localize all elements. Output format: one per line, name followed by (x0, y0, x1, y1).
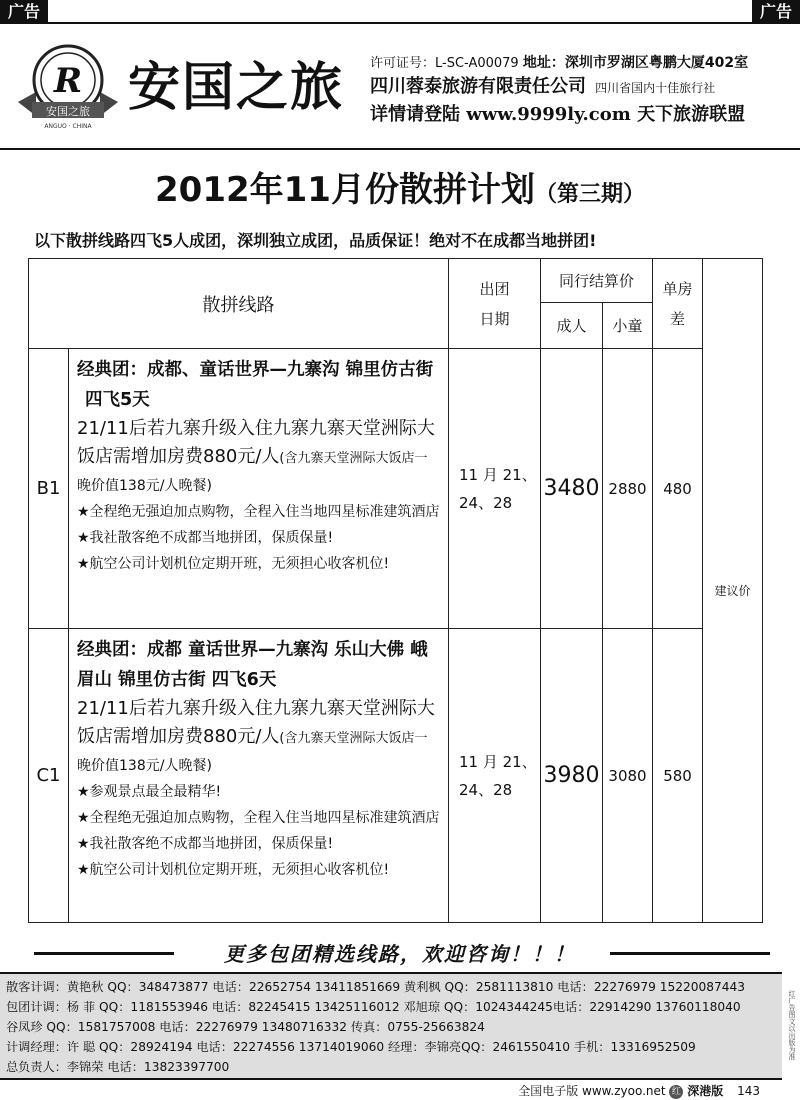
route-code: B1 (29, 349, 69, 629)
company-name: 四川蓉泰旅游有限责任公司 (370, 76, 586, 97)
header-child: 小童 (603, 303, 653, 349)
upgrade-fee-note: (含九寨天堂洲际大饭店一 (279, 731, 428, 746)
route-description (69, 629, 449, 923)
route-description (69, 349, 449, 629)
route-code: C1 (29, 629, 69, 923)
route-upgrade-line: 21/11后若九寨升级入住九寨九寨天堂洲际大 (77, 418, 435, 439)
suggested-price-cell: 建议价 (703, 259, 763, 923)
departure-dates-line2: 24、28 (459, 780, 513, 799)
company-logo (14, 42, 122, 130)
header-adult: 成人 (541, 303, 603, 349)
route-title: 经典团：成都、童话世界—九寨沟 锦里仿古街 (77, 360, 434, 380)
header-single-line1: 单房 (662, 279, 693, 298)
contact-row: 计调经理：许 聪 QQ：28924194 电话：22274556 13714019060 经理：李锦亮QQ：2461550410 手机：13316952509 (6, 1040, 696, 1054)
departure-dates-line1: 11 月 21、 (459, 465, 537, 484)
title-period: （第三期） (534, 182, 645, 207)
single-room-supplement: 480 (653, 349, 703, 629)
route-title-cont: 眉山 锦里仿古街 四飞6天 (77, 670, 277, 690)
company-tagline: 四川省国内十佳旅行社 (595, 81, 716, 95)
footer-edition: 深港版 (687, 1084, 724, 1098)
logo-sub: ANGUO · CHINA (44, 123, 92, 130)
header-single (653, 259, 703, 349)
route-note: ★航空公司计划机位定期开班，无须担心收客机位! (77, 556, 390, 572)
office-address: 地址：深圳市罗湖区粤鹏大厦402室 (522, 55, 749, 71)
more-routes-text: 更多包团精选线路，欢迎咨询！！！ (224, 942, 576, 966)
page-title (0, 168, 800, 217)
header-single-line2: 差 (670, 309, 686, 328)
ad-label-left: 广告 (0, 0, 48, 24)
license-number: 许可证号：L-SC-A00079 (370, 56, 519, 71)
contact-row: 包团计调：杨 菲 QQ：1181553946 电话：82245415 13425116012 邓旭琼 QQ：1024344245电话：22914290 13760118040 (6, 1000, 741, 1014)
child-price: 3080 (603, 629, 653, 923)
logo-caption: 安国之旅 (46, 105, 90, 118)
adult-price: 3480 (541, 349, 603, 629)
page-footer (518, 1082, 760, 1099)
red-circle-icon: 红 (669, 1085, 683, 1099)
route-title-cont: 四飞5天 (85, 390, 150, 410)
more-routes-banner (0, 936, 800, 970)
upgrade-fee: 饭店需增加房费880元/人 (77, 726, 280, 747)
contact-panel (0, 972, 782, 1080)
route-note: ★全程绝无强迫加点购物，全程入住当地四星标准建筑酒店 (77, 504, 440, 520)
header-rule (0, 148, 800, 150)
route-upgrade-fee (77, 723, 442, 753)
license-address-line (370, 52, 748, 72)
route-note: ★参观景点最全最精华! (77, 784, 222, 800)
route-note: ★我社散客绝不成都当地拼团，保质保量! (77, 836, 334, 852)
adult-price: 3980 (541, 629, 603, 923)
route-dinner-note: 晚价值138元/人晚餐) (77, 758, 212, 774)
header-price: 同行结算价 (541, 259, 653, 303)
tour-plan-table (28, 258, 763, 923)
title-main: 2012年11月份散拼计划 (155, 170, 535, 210)
contact-row: 散客计调：黄艳秋 QQ：348473877 电话：22652754 13411851669 黄利枫 QQ：2581113810 电话：22276979 15220087443 (6, 980, 746, 994)
route-note: ★航空公司计划机位定期开班，无须担心收客机位! (77, 862, 390, 878)
departure-dates-line2: 24、28 (459, 493, 513, 512)
route-upgrade-fee (77, 443, 442, 473)
upgrade-fee: 饭店需增加房费880元/人 (77, 446, 280, 467)
child-price: 2880 (603, 349, 653, 629)
contact-row: 谷凤珍 QQ：1581757008 电话：22276979 13480716332 传真：0755-25663824 (6, 1020, 485, 1034)
header-date (449, 259, 541, 349)
logo-letter-mark: R (53, 61, 83, 101)
departure-dates (449, 349, 541, 629)
departure-dates (449, 629, 541, 923)
table-row (29, 349, 763, 629)
route-upgrade-line: 21/11后若九寨升级入住九寨九寨天堂洲际大 (77, 698, 435, 719)
route-note: ★全程绝无强迫加点购物，全程入住当地四星标准建筑酒店 (77, 810, 440, 826)
contact-row: 总负责人：李锦荣 电话：13823397700 (6, 1060, 230, 1074)
upgrade-fee-note: (含九寨天堂洲际大饭店一 (279, 451, 428, 466)
header-date-line2: 日期 (479, 309, 510, 328)
page-number: 143 (737, 1084, 760, 1098)
top-rule (0, 22, 800, 24)
footer-site[interactable]: 全国电子版 www.zyoo.net (518, 1084, 666, 1098)
side-note: 红广告图文以出版为准 (788, 990, 796, 1060)
header-route: 散拼线路 (29, 259, 449, 349)
page-subtitle: 以下散拼线路四飞5人成团，深圳独立成团，品质保证！绝对不在成都当地拼团! (34, 231, 597, 250)
table-row (29, 629, 763, 923)
single-room-supplement: 580 (653, 629, 703, 923)
route-title: 经典团：成都 童话世界—九寨沟 乐山大佛 峨 (77, 640, 428, 660)
departure-dates-line1: 11 月 21、 (459, 752, 537, 771)
website-line[interactable]: 详情请登陆 www.9999ly.com 天下旅游联盟 (370, 104, 746, 125)
header-date-line1: 出团 (479, 279, 510, 298)
ad-label-right: 广告 (752, 0, 800, 24)
company-line (370, 72, 715, 98)
brand-name: 安国之旅 (128, 57, 345, 118)
route-dinner-note: 晚价值138元/人晚餐) (77, 478, 212, 494)
route-note: ★我社散客绝不成都当地拼团，保质保量! (77, 530, 334, 546)
